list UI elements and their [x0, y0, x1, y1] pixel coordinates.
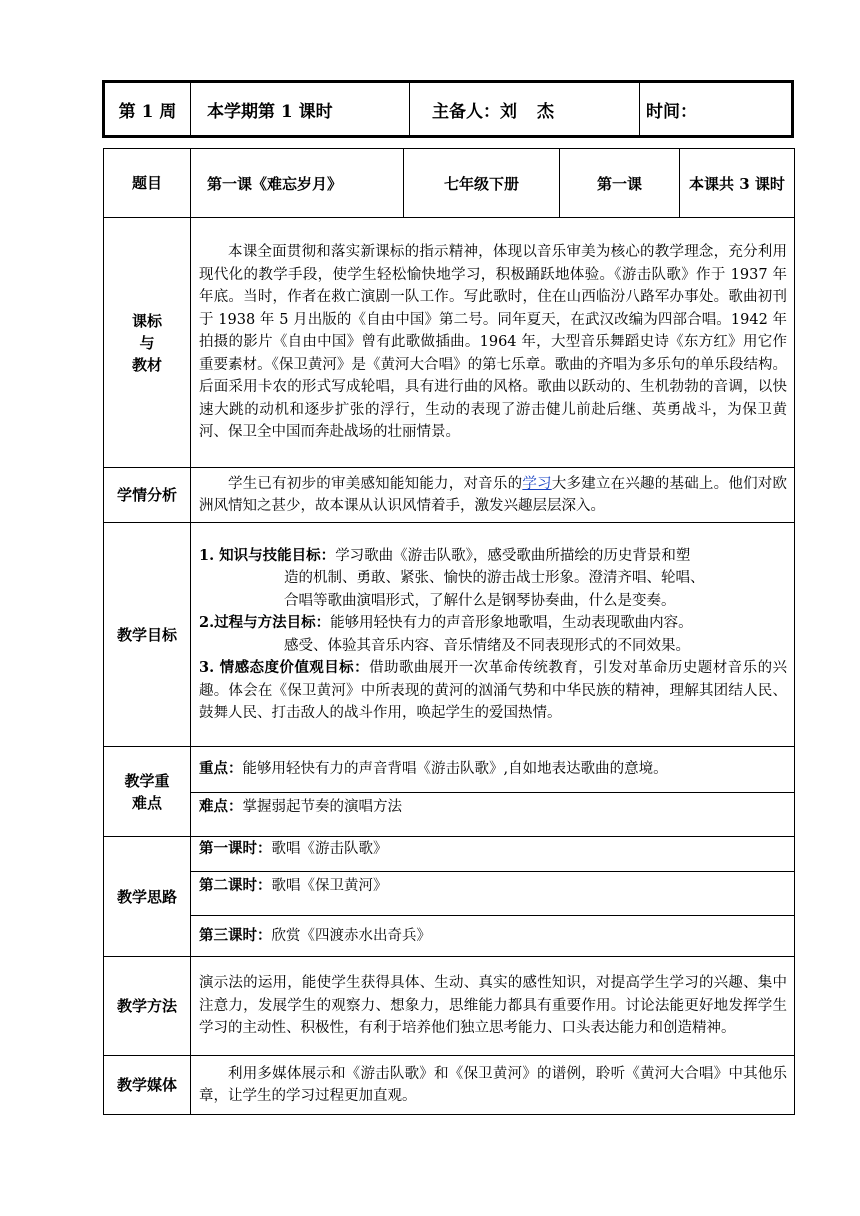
approach-row: [104, 837, 795, 872]
lesson-hour-label: 本学期第 1 课时: [207, 101, 333, 122]
curriculum-label-line-1: 课标: [131, 311, 162, 330]
approach-row: [104, 916, 795, 957]
methods-row: [104, 957, 795, 1056]
learner-row: [104, 468, 795, 523]
learning-link[interactable]: 学习: [522, 475, 552, 492]
media-row: [104, 1056, 795, 1115]
key-points-label-line-1: 教学重: [124, 771, 170, 790]
curriculum-label: [104, 218, 191, 468]
focus-title: 重点：: [199, 760, 243, 778]
objective-emotion-title: 3. 情感态度价值观目标：: [199, 659, 370, 676]
title-label: 题目: [104, 149, 191, 218]
objectives-label: 教学目标: [104, 523, 191, 747]
focus-text: 能够用轻快有力的声音背唱《游击队歌》,自如地表达歌曲的意境。: [242, 761, 668, 778]
preparer-label: 主备人：刘: [432, 101, 517, 122]
methods-text: 演示法的运用，能使学生获得具体、生动、真实的感性知识，对提高学生学习的兴趣、集中注意力，发展学生的观察力、想象力，思维能力都具有重要作用。讨论法能更好地发挥学生学习的主动性、积极性，有利于培养他们独立思考能力、口头表达能力和创造精神。: [199, 975, 787, 1037]
key-points-label-line-2: 难点: [131, 793, 162, 812]
key-point-row: [104, 747, 795, 793]
time-cell: [640, 83, 791, 135]
objective-knowledge-line: 学习歌曲《游击队歌》，感受歌曲所描绘的历史背景和塑: [335, 547, 691, 564]
objectives-row: [104, 523, 795, 747]
lesson-number-cell: 第一课: [560, 149, 680, 218]
objectives-content: [191, 523, 795, 747]
approach-label: 教学思路: [104, 837, 191, 957]
approach-item: [191, 872, 795, 916]
methods-content: [191, 957, 795, 1056]
preparer-cell: [410, 83, 640, 135]
objective-knowledge-line: 合唱等歌曲演唱形式，了解什么是钢琴协奏曲，什么是变奏。: [284, 592, 676, 609]
lesson-header-table: [102, 80, 794, 138]
learner-text: [199, 473, 787, 518]
difficulty-content: [191, 793, 795, 837]
lesson-title: 第一课《难忘岁月》: [191, 149, 404, 218]
lesson-hour-cell: [191, 83, 410, 135]
curriculum-label-line-3: 教材: [131, 355, 162, 374]
objective-process: [199, 612, 787, 635]
learner-text-part: 大多建立在兴趣的基础上。他们对欧洲风情知之甚少，故本课从认识风情着手，激发兴趣层层深入。: [199, 475, 788, 514]
focus-content: [191, 747, 795, 793]
media-text: 利用多媒体展示和《游击队歌》和《保卫黄河》的谱例，聆听《黄河大合唱》中其他乐章，让学生的学习过程更加直观。: [199, 1065, 787, 1104]
media-content: [191, 1056, 795, 1115]
media-label: 教学媒体: [104, 1056, 191, 1115]
objective-knowledge-line: 造的机制、勇敢、紧张、愉快的游击战士形象。澄清齐唱、轮唱、: [284, 570, 705, 586]
approach-item: [191, 916, 795, 957]
approach-item-title: 第一课时：: [199, 840, 272, 857]
total-hours-cell: 本课共 3 课时: [680, 149, 795, 218]
objective-knowledge-title: 1. 知识与技能目标：: [199, 546, 336, 564]
time-label: 时间：: [646, 101, 697, 122]
key-points-label: [104, 747, 191, 837]
approach-item-title: 第三课时：: [199, 926, 272, 944]
objective-emotion: [199, 657, 787, 725]
learner-content: [191, 468, 795, 523]
curriculum-label-line-2: 与: [139, 333, 155, 352]
curriculum-row: [104, 218, 795, 468]
approach-item-text: 歌唱《保卫黄河》: [271, 878, 388, 894]
learner-label: 学情分析: [104, 468, 191, 523]
approach-row: [104, 872, 795, 916]
objective-emotion-text: 借助歌曲展开一次革命传统教育，引发对革命历史题材音乐的兴趣。体会在《保卫黄河》中所表现的黄河的汹涌气势和中华民族的精神，理解其团结人民、鼓舞人民、打击敌人的战斗作用，唤起学生的爱国热情。: [199, 660, 788, 721]
grade-cell: 七年级下册: [404, 149, 560, 218]
week-label: 第 1 周: [118, 101, 177, 122]
lesson-plan-table: [103, 148, 795, 1115]
methods-label: 教学方法: [104, 957, 191, 1056]
curriculum-text: 本课全面贯彻和落实新课标的指示精神，体现以音乐审美为核心的教学理念，充分利用现代化的教学手段，使学生轻松愉快地学习，积极踊跃地体验。《游击队歌》作于 1937 年年底。当时，作者在救亡演剧一队工作。写此歌时，住在山西临汾八路军办事处。歌曲初刊于 1938 年 5 月出版的《自由中国》第二号。同年夏天，在武汉改编为四部合唱。1942 年拍摄的影片《自由中国》曾有此歌做插曲。1964 年，大型音乐舞蹈史诗《东方红》用它作重要素材。《保卫黄河》是《黄河大合唱》的第七乐章。歌曲的齐唱为多乐句的单乐段结构。后面采用卡农的形式写成轮唱，具有进行曲的风格。歌曲以跃动的、生机勃勃的音调，以快速大跳的动机和逐步扩张的浮行，生动的表现了游击健儿前赴后继、英勇战斗，为保卫黄河、保卫全中国而奔赴战场的壮丽情景。: [199, 244, 787, 441]
curriculum-content: [191, 218, 795, 468]
objective-process-title: 2.过程与方法目标：: [199, 614, 331, 631]
objective-process-line: 感受、体验其音乐内容、音乐情绪及不同表现形式的不同效果。: [284, 637, 690, 654]
difficulty-row: [104, 793, 795, 837]
preparer-name: 杰: [537, 101, 554, 122]
objective-process-line: 能够用轻快有力的声音形象地歌唱，生动表现歌曲内容。: [330, 615, 693, 631]
approach-item-title: 第二课时：: [199, 877, 272, 894]
approach-item-text: 欣赏《四渡赤水出奇兵》: [271, 927, 431, 944]
difficulty-text: 掌握弱起节奏的演唱方法: [242, 799, 402, 815]
approach-item: [191, 837, 795, 872]
week-cell: [105, 83, 191, 135]
difficulty-title: 难点：: [199, 798, 243, 815]
approach-item-text: 歌唱《游击队歌》: [271, 841, 388, 857]
objective-knowledge: [199, 545, 787, 568]
learner-text-part: 学生已有初步的审美感知能知能力，对音乐的: [228, 475, 523, 492]
title-row: [104, 149, 795, 218]
